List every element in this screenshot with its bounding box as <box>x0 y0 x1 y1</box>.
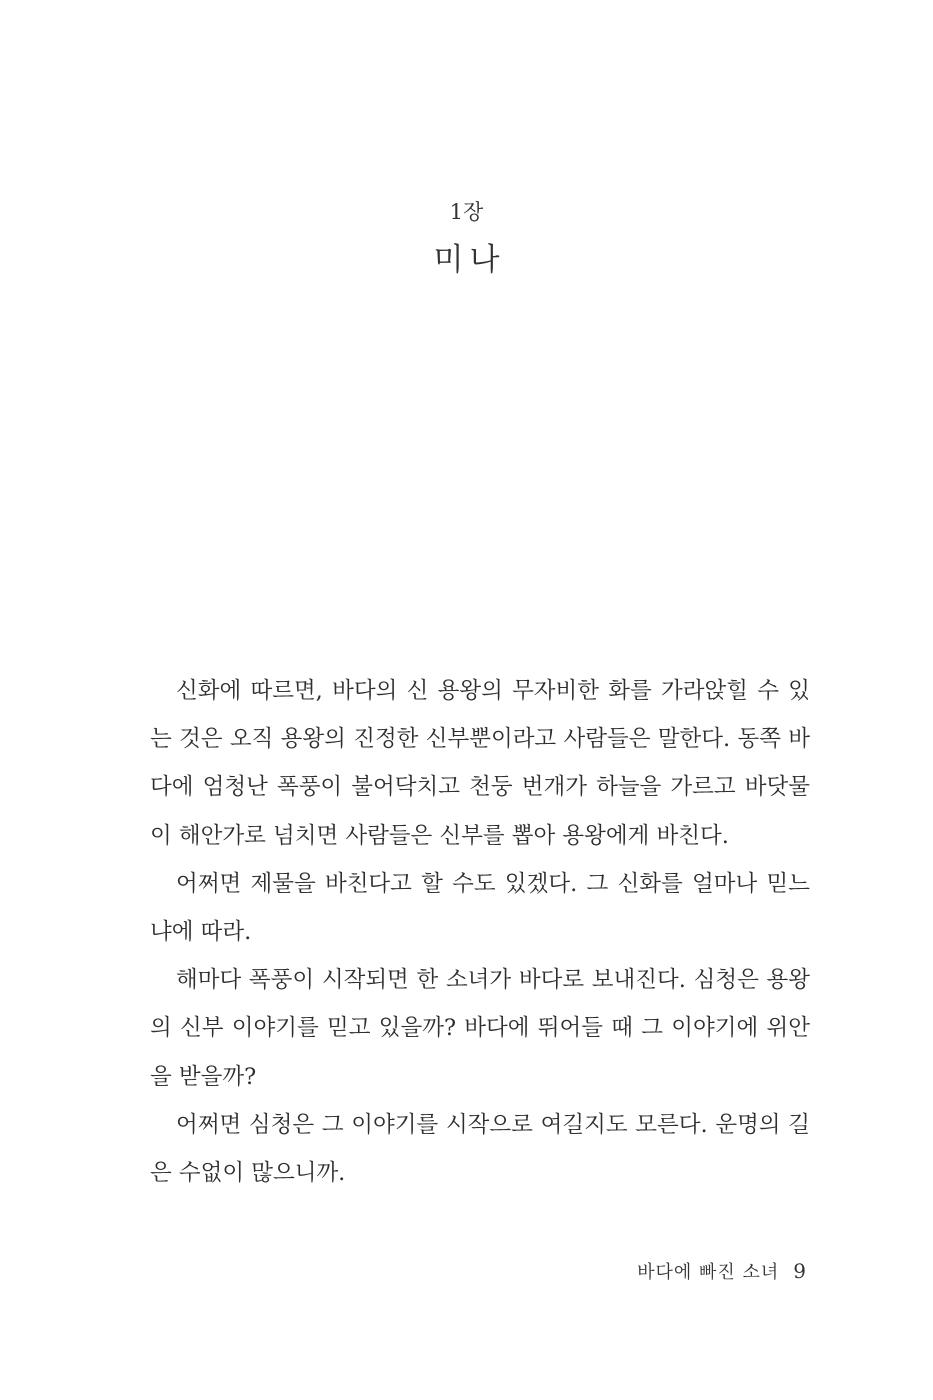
body-text <box>150 673 810 1203</box>
running-footer <box>637 1258 806 1286</box>
paragraph-4-line-1: 어쩌면 심청은 그 이야기를 시작으로 여길지도 모른다. 운명의 길 <box>176 1111 810 1138</box>
paragraph-4-line-2: 은 수없이 많으니까. <box>150 1159 346 1186</box>
paragraph-3-line-3: 을 받을까? <box>150 1063 257 1090</box>
paragraph-2-line-1: 어쩌면 제물을 바친다고 할 수도 있겠다. 그 신화를 얼마나 믿느 <box>176 870 810 897</box>
footer-book-title: 바다에 빠진 소녀 <box>637 1262 780 1283</box>
paragraph-1-line-3: 다에 엄청난 폭풍이 불어닥치고 천둥 번개가 하늘을 가르고 바닷물 <box>150 774 810 801</box>
paragraph-1-line-1: 신화에 따르면, 바다의 신 용왕의 무자비한 화를 가라앉힐 수 있 <box>176 678 810 704</box>
page-number: 9 <box>793 1259 806 1283</box>
paragraph-1-line-4: 이 해안가로 넘치면 사람들은 신부를 뽑아 용왕에게 바친다. <box>150 822 729 849</box>
paragraph-1-line-2: 는 것은 오직 용왕의 진정한 신부뿐이라고 사람들은 말한다. 동쪽 바 <box>150 726 810 753</box>
paragraph-3-line-1: 해마다 폭풍이 시작되면 한 소녀가 바다로 보내진다. 심청은 용왕 <box>176 967 810 994</box>
chapter-title: 미나 <box>433 242 506 278</box>
paragraph-3-line-2: 의 신부 이야기를 믿고 있을까? 바다에 뛰어들 때 그 이야기에 위안 <box>150 1015 810 1042</box>
chapter-number: 1장 <box>449 200 484 224</box>
paragraph-2-line-2: 냐에 따라. <box>150 918 252 945</box>
